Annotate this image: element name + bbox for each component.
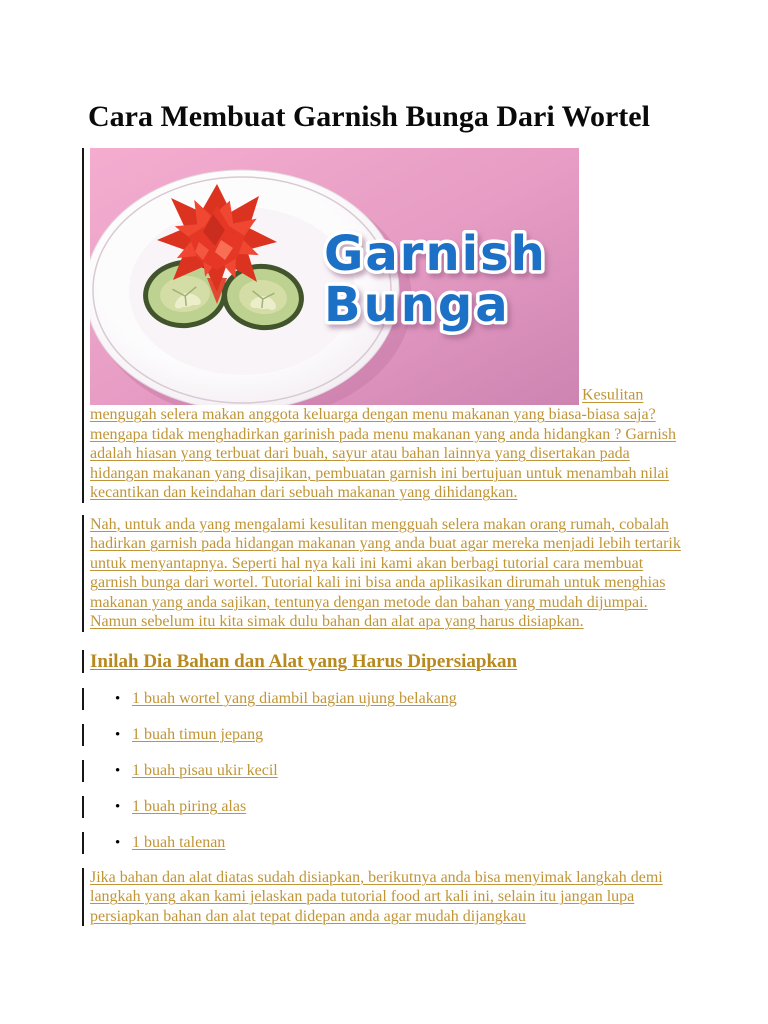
- list-item: [82, 832, 686, 854]
- list-item: [82, 724, 686, 746]
- list-item-link[interactable]: 1 buah talenan: [132, 833, 226, 851]
- section-heading-link[interactable]: Inilah Dia Bahan dan Alat yang Harus Dipersiapkan: [90, 650, 518, 672]
- list-item: [82, 688, 686, 710]
- overlay-word-garnish: Garnish: [324, 226, 547, 282]
- second-paragraph: [82, 515, 686, 632]
- bullet-icon: •: [115, 798, 121, 815]
- list-item-link[interactable]: 1 buah timun jepang: [132, 725, 264, 743]
- closing-paragraph-link[interactable]: Jika bahan dan alat diatas sudah disiapkan, berikutnya anda bisa menyimak langkah demi langkah yang akan kami jelaskan pada tutorial food art kali ini, selain itu jangan lupa persiapkan bahan dan alat tepat didepan anda agar mudah dijangkau: [90, 868, 663, 925]
- overlay-word-bunga: Bunga: [324, 277, 511, 333]
- bullet-icon: •: [115, 690, 121, 707]
- section-heading: [82, 650, 686, 673]
- bullet-icon: •: [115, 834, 121, 851]
- second-paragraph-link[interactable]: Nah, untuk anda yang mengalami kesulitan mengguah selera makan orang rumah, cobalah hadirkan garnish pada hidangan makanan yang anda buat agar mereka menjadi lebih tertarik untuk menyantapnya. Seperti hal nya kali ini kami akan berbagi tutorial cara membuat garnish bunga dari wortel. Tutorial kali ini bisa anda aplikasikan dirumah untuk menghias makanan yang anda sajikan, tentunya dengan metode dan bahan yang mudah dijumpai. Namun sebelum itu kita simak dulu bahan dan alat apa yang harus disiapkan.: [90, 515, 681, 630]
- list-item-link[interactable]: 1 buah piring alas: [132, 797, 247, 815]
- page-title: Cara Membuat Garnish Bunga Dari Wortel: [88, 100, 650, 133]
- closing-paragraph: [82, 868, 686, 927]
- list-item-link[interactable]: 1 buah wortel yang diambil bagian ujung belakang: [132, 689, 457, 707]
- intro-paragraph-link[interactable]: Kesulitan mengugah selera makan anggota keluarga dengan menu makanan yang biasa-biasa saja? mengapa tidak menghadirkan garinish pada menu makanan yang anda hidangkan ? Garnish adalah hiasan yang terbuat dari buah, sayur atau bahan lainnya yang disertakan pada hidangan makanan yang disajikan, pembuatan garnish ini bertujuan untuk menambah nilai kecantikan dan keindahan dari sebuah makanan yang dihidangkan.: [90, 386, 677, 501]
- list-item: [82, 760, 686, 782]
- bullet-icon: •: [115, 762, 121, 779]
- intro-paragraph: [82, 148, 686, 503]
- list-item: [82, 796, 686, 818]
- bullet-icon: •: [115, 726, 121, 743]
- document-body: [82, 148, 686, 926]
- list-item-link[interactable]: 1 buah pisau ukir kecil: [132, 761, 278, 779]
- article-hero-image: [90, 148, 579, 405]
